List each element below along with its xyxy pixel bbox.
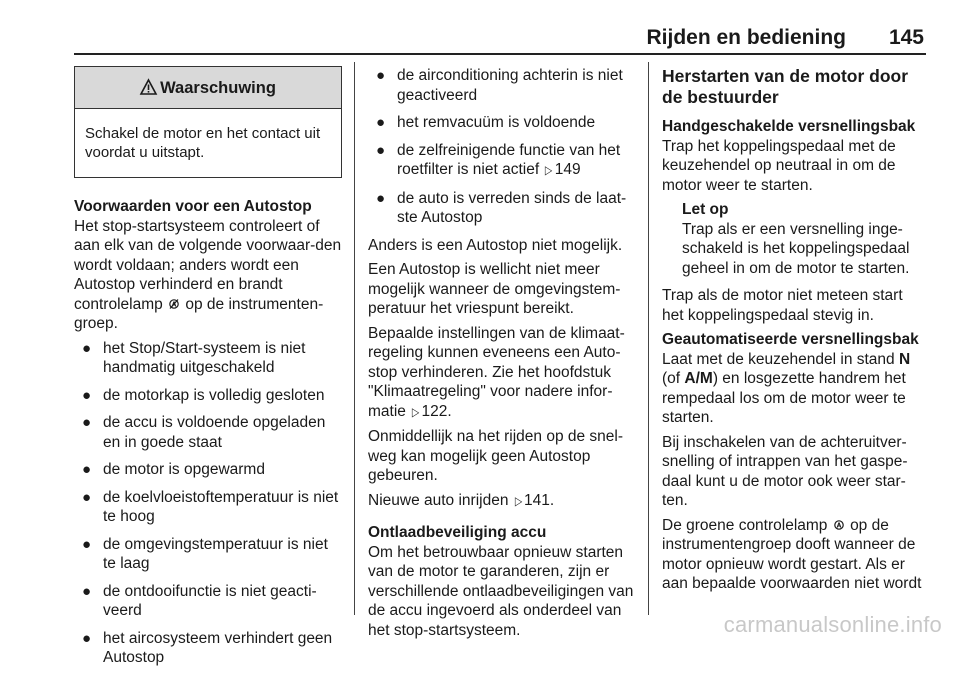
battery-text: Om het betrouwbaar opnieuw starten van de motor te garanderen, zijn er verschillende ontlaadbeveiligingen van de accu ingevoerd als onderdeel van het stop-startsysteem.	[368, 543, 634, 639]
paragraph: Een Autostop is wellicht niet meer mogelijk wanneer de omgevingstem-peratuur het vriespunt bereikt.	[368, 261, 621, 317]
auto-heading: Geautomatiseerde versnellingsbak	[662, 331, 919, 348]
manual-heading: Handgeschakelde versnellingsbak	[662, 118, 916, 135]
note-text: Trap als er een versnelling inge-schakeld is het koppelingspedaal geheel in om de motor te starten.	[682, 220, 910, 277]
conditions-heading: Voorwaarden voor een Autostop	[74, 198, 312, 215]
list-item: ● de airconditioning achterin is niet geactiveerd	[376, 67, 623, 104]
page-ref[interactable]: 149	[554, 161, 581, 178]
conditions-intro: Het stop-startsysteem controleert of aan elk van de volgende voorwaar-den wordt voldaan; anders wordt een Autostop verhinderd en brandt controlelamp op de instrumenten-groep.	[74, 217, 342, 332]
restart-heading: Herstarten van de motor door de bestuurder	[662, 66, 909, 107]
warning-header	[75, 67, 341, 109]
page-ref-arrow-icon: ▷	[545, 163, 553, 177]
note-box	[662, 200, 928, 278]
page-ref-arrow-icon: ▷	[412, 404, 420, 419]
auto-text: Laat met de keuzehendel in stand N (of A/M) en losgezette handrem het rempedaal los om de motor weer te starten.	[662, 350, 911, 426]
autostop-green-lamp-icon	[832, 517, 846, 534]
column-middle	[368, 66, 634, 645]
manual-text: Trap het koppelingspedaal met de keuzehendel op neutraal in om de motor weer te starten.	[662, 137, 896, 194]
header-divider	[74, 53, 926, 55]
page-ref[interactable]: 122.	[421, 402, 452, 420]
battery-heading: Ontlaadbeveiliging accu	[368, 524, 547, 541]
paragraph: Nieuwe auto inrijden ▷ 141.	[368, 491, 634, 512]
column-left	[74, 66, 342, 676]
autostop-lamp-icon	[167, 296, 181, 313]
warning-title: Waarschuwing	[160, 79, 276, 97]
paragraph: Bepaalde instellingen van de klimaat-regeling kunnen eveneens een Auto-stop verhinderen. Zie het hoofdstuk "Klimaatregeling" voor nadere infor-matie ▷ 122.	[368, 324, 634, 423]
list-item: ● de auto is verreden sinds de laat-ste Autostop	[376, 189, 627, 226]
warning-text: Schakel de motor en het contact uit voordat u uitstapt.	[85, 125, 321, 161]
page-ref[interactable]: 141.	[524, 491, 555, 509]
section-title: Rijden en bediening	[646, 26, 846, 49]
note-title: Let op	[682, 201, 729, 218]
list-item: ● de omgevingstemperatuur is niet te laag	[82, 535, 328, 572]
warning-triangle-icon	[140, 69, 157, 111]
list-item: ● de zelfreinigende functie van het roetfilter is niet actief ▷ 149	[368, 141, 634, 181]
paragraph: Bij inschakelen van de achteruitver-snelling of intrappen van het gaspe-daal kunt u de motor ook weer star-ten.	[662, 433, 908, 509]
list-item: ● de accu is voldoende opgeladen en in goede staat	[82, 414, 326, 451]
column-divider	[648, 62, 649, 615]
column-divider	[354, 62, 355, 615]
list-item: ● het Stop/Start-systeem is niet handmatig uitgeschakeld	[82, 339, 306, 376]
list-item: ● de motorkap is volledig gesloten	[82, 386, 325, 404]
paragraph: De groene controlelamp op de instrumentengroep dooft wanneer de motor opnieuw wordt gestart. Als er aan bepaalde voorwaarden niet wordt	[662, 516, 922, 592]
list-item: ● het remvacuüm is voldoende	[376, 114, 596, 131]
page-header	[74, 22, 926, 52]
paragraph: Trap als de motor niet meteen start het koppelingspedaal stevig in.	[662, 287, 903, 324]
list-item: ● de motor is opgewarmd	[82, 461, 265, 478]
warning-box	[74, 66, 342, 178]
paragraph: Onmiddellijk na het rijden op de snel-weg kan mogelijk geen Autostop gebeuren.	[368, 428, 624, 484]
watermark: carmanualsonline.info	[723, 612, 942, 637]
page-ref-arrow-icon: ▷	[514, 493, 523, 508]
conditions-list	[74, 339, 342, 668]
list-item: ● het aircosysteem verhindert geen Autostop	[82, 629, 333, 666]
list-item: ● de ontdooifunctie is niet geacti-veerd	[82, 582, 317, 619]
column-right	[662, 66, 928, 599]
paragraph: Anders is een Autostop niet mogelijk.	[368, 236, 623, 254]
conditions-list-cont	[368, 66, 634, 228]
page-number: 145	[888, 26, 924, 49]
list-item: ● de koelvloeistoftemperatuur is niet te hoog	[82, 488, 339, 525]
